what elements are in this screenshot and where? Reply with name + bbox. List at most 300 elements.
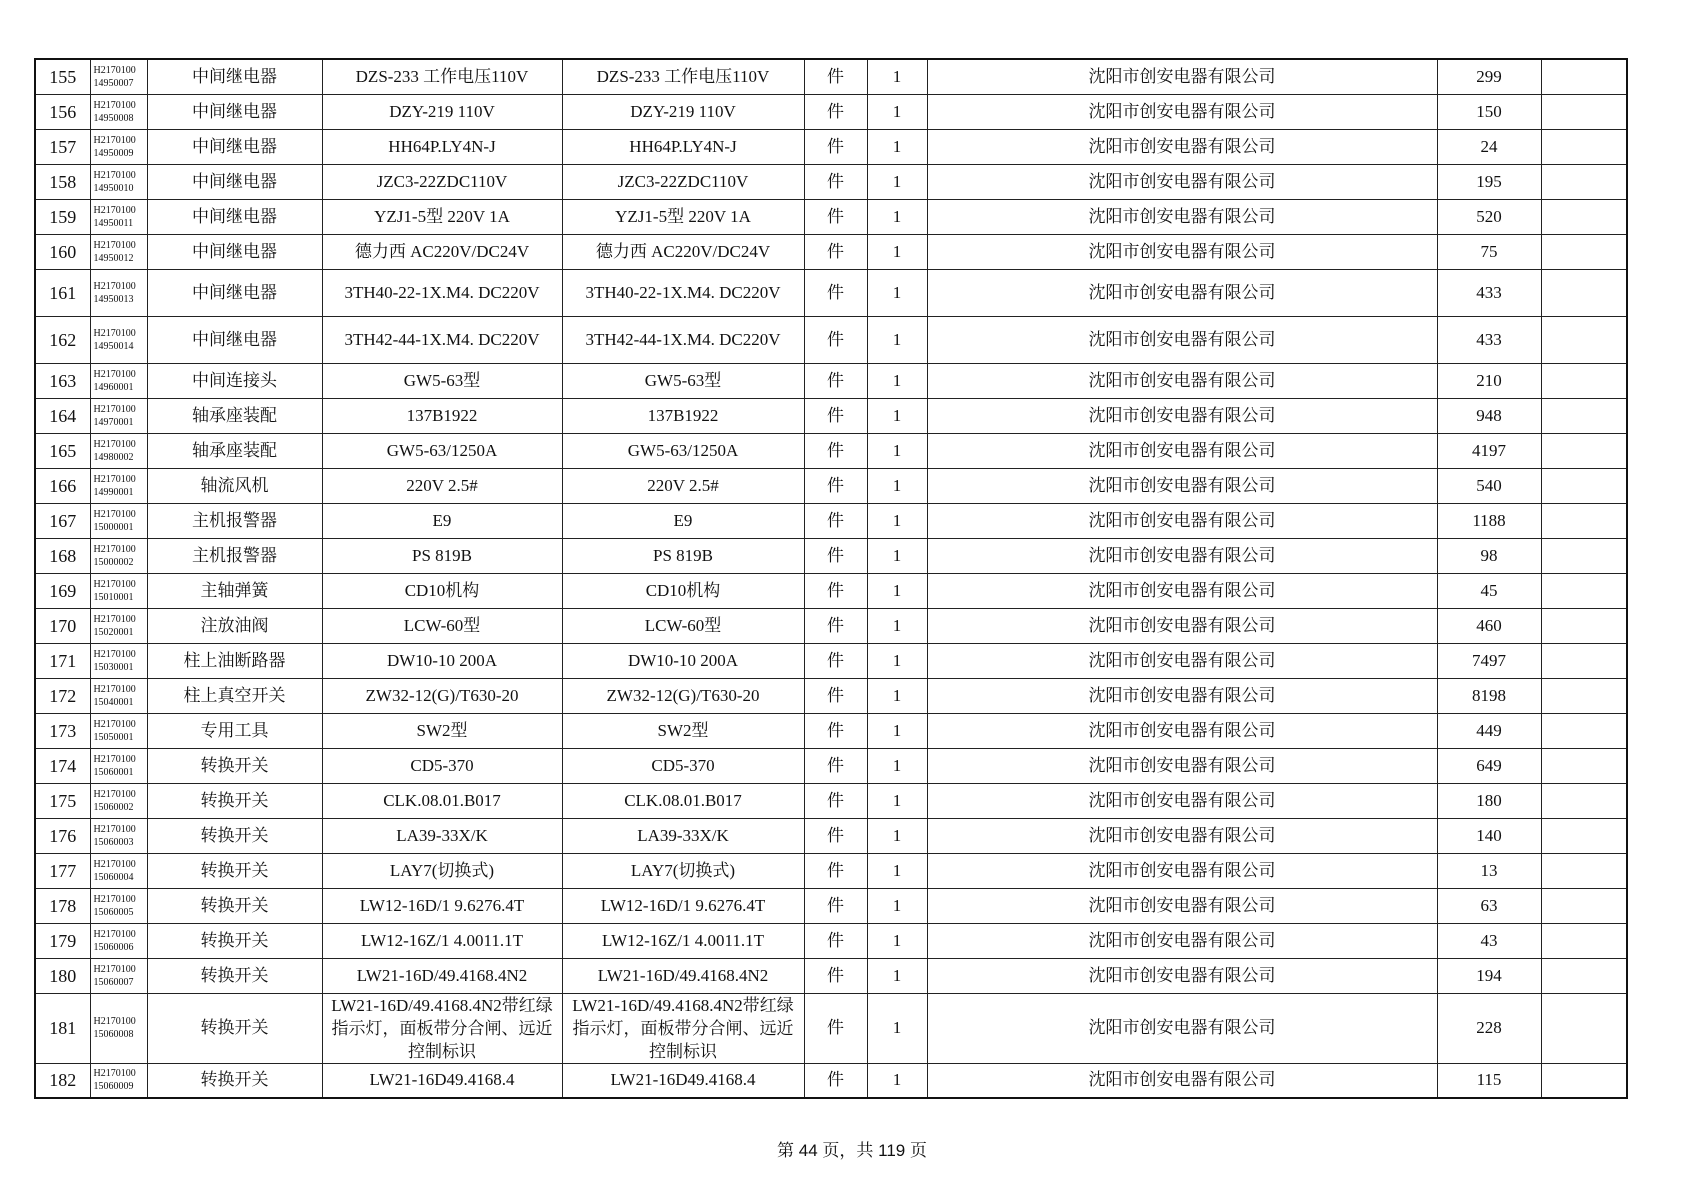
cell-item-code: H2170100 14960001	[90, 363, 147, 398]
cell-row-number: 181	[35, 993, 90, 1063]
cell-supplier: 沈阳市创安电器有限公司	[927, 783, 1437, 818]
cell-item-code: H2170100 15020001	[90, 608, 147, 643]
cell-supplier: 沈阳市创安电器有限公司	[927, 643, 1437, 678]
cell-remark	[1541, 888, 1627, 923]
cell-unit: 件	[804, 573, 867, 608]
cell-row-number: 172	[35, 678, 90, 713]
cell-quantity: 1	[867, 199, 927, 234]
cell-row-number: 178	[35, 888, 90, 923]
cell-quantity: 1	[867, 468, 927, 503]
cell-quantity: 1	[867, 678, 927, 713]
cell-price: 24	[1437, 129, 1541, 164]
cell-spec: HH64P.LY4N-J	[322, 129, 562, 164]
cell-item-name: 转换开关	[147, 923, 322, 958]
cell-model: LW12-16Z/1 4.0011.1T	[562, 923, 804, 958]
cell-remark	[1541, 1063, 1627, 1098]
cell-quantity: 1	[867, 853, 927, 888]
cell-spec: CD10机构	[322, 573, 562, 608]
cell-price: 433	[1437, 316, 1541, 363]
cell-price: 460	[1437, 608, 1541, 643]
cell-unit: 件	[804, 783, 867, 818]
cell-item-code: H2170100 14950012	[90, 234, 147, 269]
cell-unit: 件	[804, 713, 867, 748]
cell-price: 195	[1437, 164, 1541, 199]
cell-quantity: 1	[867, 59, 927, 94]
cell-model: GW5-63/1250A	[562, 433, 804, 468]
cell-model: LAY7(切换式)	[562, 853, 804, 888]
cell-unit: 件	[804, 853, 867, 888]
cell-unit: 件	[804, 538, 867, 573]
cell-unit: 件	[804, 94, 867, 129]
cell-row-number: 182	[35, 1063, 90, 1098]
cell-quantity: 1	[867, 748, 927, 783]
cell-price: 98	[1437, 538, 1541, 573]
cell-item-code: H2170100 15060005	[90, 888, 147, 923]
cell-model: 220V 2.5#	[562, 468, 804, 503]
cell-spec: E9	[322, 503, 562, 538]
cell-quantity: 1	[867, 234, 927, 269]
cell-price: 180	[1437, 783, 1541, 818]
cell-model: LW21-16D49.4168.4	[562, 1063, 804, 1098]
cell-remark	[1541, 678, 1627, 713]
cell-supplier: 沈阳市创安电器有限公司	[927, 468, 1437, 503]
cell-spec: LW21-16D/49.4168.4N2	[322, 958, 562, 993]
cell-item-name: 主机报警器	[147, 503, 322, 538]
cell-row-number: 168	[35, 538, 90, 573]
page-footer: 第 44 页，共 119 页	[777, 1141, 927, 1160]
cell-item-name: 主轴弹簧	[147, 573, 322, 608]
cell-quantity: 1	[867, 363, 927, 398]
cell-spec: LA39-33X/K	[322, 818, 562, 853]
cell-quantity: 1	[867, 818, 927, 853]
cell-item-name: 转换开关	[147, 853, 322, 888]
cell-remark	[1541, 129, 1627, 164]
cell-unit: 件	[804, 59, 867, 94]
cell-row-number: 173	[35, 713, 90, 748]
cell-item-code: H2170100 14950010	[90, 164, 147, 199]
cell-model: E9	[562, 503, 804, 538]
cell-row-number: 157	[35, 129, 90, 164]
cell-row-number: 161	[35, 269, 90, 316]
cell-item-code: H2170100 15050001	[90, 713, 147, 748]
cell-model: 137B1922	[562, 398, 804, 433]
cell-quantity: 1	[867, 923, 927, 958]
cell-unit: 件	[804, 1063, 867, 1098]
cell-spec: YZJ1-5型 220V 1A	[322, 199, 562, 234]
cell-spec: GW5-63型	[322, 363, 562, 398]
table-row	[35, 923, 1627, 958]
cell-model: HH64P.LY4N-J	[562, 129, 804, 164]
cell-unit: 件	[804, 678, 867, 713]
table-row	[35, 234, 1627, 269]
cell-item-code: H2170100 14950007	[90, 59, 147, 94]
table-row	[35, 433, 1627, 468]
cell-spec: LAY7(切换式)	[322, 853, 562, 888]
cell-unit: 件	[804, 958, 867, 993]
table-row	[35, 643, 1627, 678]
table-row	[35, 199, 1627, 234]
table-row	[35, 783, 1627, 818]
cell-remark	[1541, 199, 1627, 234]
cell-item-name: 转换开关	[147, 958, 322, 993]
cell-model: LA39-33X/K	[562, 818, 804, 853]
cell-supplier: 沈阳市创安电器有限公司	[927, 958, 1437, 993]
cell-spec: ZW32-12(G)/T630-20	[322, 678, 562, 713]
cell-model: JZC3-22ZDC110V	[562, 164, 804, 199]
cell-item-code: H2170100 15000001	[90, 503, 147, 538]
cell-supplier: 沈阳市创安电器有限公司	[927, 398, 1437, 433]
cell-item-name: 中间继电器	[147, 59, 322, 94]
cell-item-code: H2170100 14950014	[90, 316, 147, 363]
cell-item-code: H2170100 14950009	[90, 129, 147, 164]
table-row	[35, 316, 1627, 363]
cell-price: 4197	[1437, 433, 1541, 468]
cell-item-code: H2170100 15010001	[90, 573, 147, 608]
cell-item-code: H2170100 14970001	[90, 398, 147, 433]
cell-quantity: 1	[867, 164, 927, 199]
cell-model: CD10机构	[562, 573, 804, 608]
table-row	[35, 164, 1627, 199]
cell-model: 3TH40-22-1X.M4. DC220V	[562, 269, 804, 316]
cell-model: LCW-60型	[562, 608, 804, 643]
cell-price: 8198	[1437, 678, 1541, 713]
cell-unit: 件	[804, 433, 867, 468]
cell-spec: 137B1922	[322, 398, 562, 433]
table-row	[35, 269, 1627, 316]
table-row	[35, 748, 1627, 783]
table-row	[35, 678, 1627, 713]
table-row	[35, 573, 1627, 608]
cell-unit: 件	[804, 129, 867, 164]
cell-quantity: 1	[867, 538, 927, 573]
cell-supplier: 沈阳市创安电器有限公司	[927, 818, 1437, 853]
cell-unit: 件	[804, 199, 867, 234]
cell-model: ZW32-12(G)/T630-20	[562, 678, 804, 713]
cell-quantity: 1	[867, 503, 927, 538]
cell-item-code: H2170100 14950008	[90, 94, 147, 129]
cell-unit: 件	[804, 316, 867, 363]
cell-row-number: 164	[35, 398, 90, 433]
cell-price: 43	[1437, 923, 1541, 958]
cell-price: 115	[1437, 1063, 1541, 1098]
cell-quantity: 1	[867, 1063, 927, 1098]
cell-supplier: 沈阳市创安电器有限公司	[927, 234, 1437, 269]
cell-quantity: 1	[867, 316, 927, 363]
cell-item-name: 中间继电器	[147, 94, 322, 129]
cell-row-number: 156	[35, 94, 90, 129]
cell-remark	[1541, 538, 1627, 573]
cell-row-number: 175	[35, 783, 90, 818]
cell-price: 948	[1437, 398, 1541, 433]
cell-item-name: 轴承座装配	[147, 398, 322, 433]
cell-price: 140	[1437, 818, 1541, 853]
table-row	[35, 503, 1627, 538]
cell-quantity: 1	[867, 269, 927, 316]
cell-unit: 件	[804, 923, 867, 958]
cell-item-name: 柱上油断路器	[147, 643, 322, 678]
cell-spec: DZS-233 工作电压110V	[322, 59, 562, 94]
cell-remark	[1541, 234, 1627, 269]
cell-unit: 件	[804, 398, 867, 433]
table-row	[35, 94, 1627, 129]
cell-row-number: 166	[35, 468, 90, 503]
cell-quantity: 1	[867, 94, 927, 129]
cell-spec: JZC3-22ZDC110V	[322, 164, 562, 199]
cell-model: LW21-16D/49.4168.4N2	[562, 958, 804, 993]
cell-price: 433	[1437, 269, 1541, 316]
cell-supplier: 沈阳市创安电器有限公司	[927, 199, 1437, 234]
cell-quantity: 1	[867, 713, 927, 748]
cell-unit: 件	[804, 468, 867, 503]
cell-quantity: 1	[867, 129, 927, 164]
cell-row-number: 167	[35, 503, 90, 538]
cell-spec: LW12-16Z/1 4.0011.1T	[322, 923, 562, 958]
cell-spec: 3TH42-44-1X.M4. DC220V	[322, 316, 562, 363]
cell-remark	[1541, 59, 1627, 94]
cell-price: 299	[1437, 59, 1541, 94]
cell-remark	[1541, 713, 1627, 748]
cell-quantity: 1	[867, 398, 927, 433]
cell-supplier: 沈阳市创安电器有限公司	[927, 94, 1437, 129]
cell-spec: LW21-16D/49.4168.4N2带红绿指示灯，面板带分合闸、远近控制标识	[322, 993, 562, 1063]
cell-spec: LW12-16D/1 9.6276.4T	[322, 888, 562, 923]
cell-item-name: 转换开关	[147, 1063, 322, 1098]
cell-remark	[1541, 433, 1627, 468]
table-row	[35, 608, 1627, 643]
cell-row-number: 176	[35, 818, 90, 853]
cell-supplier: 沈阳市创安电器有限公司	[927, 573, 1437, 608]
cell-spec: PS 819B	[322, 538, 562, 573]
cell-model: LW12-16D/1 9.6276.4T	[562, 888, 804, 923]
cell-unit: 件	[804, 164, 867, 199]
cell-supplier: 沈阳市创安电器有限公司	[927, 1063, 1437, 1098]
cell-price: 7497	[1437, 643, 1541, 678]
cell-model: CD5-370	[562, 748, 804, 783]
cell-quantity: 1	[867, 958, 927, 993]
cell-price: 75	[1437, 234, 1541, 269]
cell-item-code: H2170100 15030001	[90, 643, 147, 678]
cell-row-number: 162	[35, 316, 90, 363]
cell-remark	[1541, 993, 1627, 1063]
cell-supplier: 沈阳市创安电器有限公司	[927, 993, 1437, 1063]
cell-spec: GW5-63/1250A	[322, 433, 562, 468]
table-row	[35, 818, 1627, 853]
cell-supplier: 沈阳市创安电器有限公司	[927, 888, 1437, 923]
cell-item-code: H2170100 15060009	[90, 1063, 147, 1098]
cell-quantity: 1	[867, 993, 927, 1063]
cell-remark	[1541, 94, 1627, 129]
table-row	[35, 853, 1627, 888]
table-body	[35, 59, 1627, 1098]
cell-price: 194	[1437, 958, 1541, 993]
cell-unit: 件	[804, 993, 867, 1063]
cell-item-code: H2170100 14990001	[90, 468, 147, 503]
cell-row-number: 159	[35, 199, 90, 234]
cell-item-code: H2170100 15060007	[90, 958, 147, 993]
cell-spec: DW10-10 200A	[322, 643, 562, 678]
cell-quantity: 1	[867, 573, 927, 608]
cell-unit: 件	[804, 643, 867, 678]
cell-row-number: 180	[35, 958, 90, 993]
cell-remark	[1541, 269, 1627, 316]
cell-supplier: 沈阳市创安电器有限公司	[927, 433, 1437, 468]
cell-item-code: H2170100 15060006	[90, 923, 147, 958]
cell-row-number: 155	[35, 59, 90, 94]
cell-item-name: 柱上真空开关	[147, 678, 322, 713]
cell-model: CLK.08.01.B017	[562, 783, 804, 818]
cell-supplier: 沈阳市创安电器有限公司	[927, 59, 1437, 94]
cell-remark	[1541, 316, 1627, 363]
parts-table	[34, 58, 1628, 1099]
cell-remark	[1541, 783, 1627, 818]
table-row	[35, 958, 1627, 993]
table-row	[35, 129, 1627, 164]
cell-row-number: 163	[35, 363, 90, 398]
cell-remark	[1541, 923, 1627, 958]
cell-unit: 件	[804, 234, 867, 269]
cell-supplier: 沈阳市创安电器有限公司	[927, 503, 1437, 538]
cell-spec: 220V 2.5#	[322, 468, 562, 503]
cell-supplier: 沈阳市创安电器有限公司	[927, 363, 1437, 398]
cell-supplier: 沈阳市创安电器有限公司	[927, 923, 1437, 958]
cell-remark	[1541, 958, 1627, 993]
cell-price: 228	[1437, 993, 1541, 1063]
cell-model: SW2型	[562, 713, 804, 748]
cell-model: DZY-219 110V	[562, 94, 804, 129]
table-row	[35, 468, 1627, 503]
cell-quantity: 1	[867, 608, 927, 643]
cell-supplier: 沈阳市创安电器有限公司	[927, 713, 1437, 748]
cell-remark	[1541, 363, 1627, 398]
table-row	[35, 538, 1627, 573]
cell-spec: 德力西 AC220V/DC24V	[322, 234, 562, 269]
cell-model: DZS-233 工作电压110V	[562, 59, 804, 94]
cell-item-name: 转换开关	[147, 748, 322, 783]
cell-quantity: 1	[867, 433, 927, 468]
cell-supplier: 沈阳市创安电器有限公司	[927, 608, 1437, 643]
cell-item-name: 专用工具	[147, 713, 322, 748]
cell-remark	[1541, 573, 1627, 608]
cell-item-name: 中间继电器	[147, 164, 322, 199]
cell-price: 649	[1437, 748, 1541, 783]
cell-remark	[1541, 643, 1627, 678]
cell-remark	[1541, 853, 1627, 888]
cell-unit: 件	[804, 748, 867, 783]
cell-price: 13	[1437, 853, 1541, 888]
cell-item-code: H2170100 15060003	[90, 818, 147, 853]
cell-price: 210	[1437, 363, 1541, 398]
cell-unit: 件	[804, 608, 867, 643]
cell-item-code: H2170100 14950011	[90, 199, 147, 234]
cell-price: 449	[1437, 713, 1541, 748]
cell-row-number: 170	[35, 608, 90, 643]
cell-supplier: 沈阳市创安电器有限公司	[927, 538, 1437, 573]
cell-supplier: 沈阳市创安电器有限公司	[927, 678, 1437, 713]
cell-unit: 件	[804, 503, 867, 538]
cell-model: PS 819B	[562, 538, 804, 573]
table-row	[35, 993, 1627, 1063]
cell-item-name: 中间继电器	[147, 269, 322, 316]
cell-item-name: 中间继电器	[147, 129, 322, 164]
cell-model: 3TH42-44-1X.M4. DC220V	[562, 316, 804, 363]
cell-item-code: H2170100 15000002	[90, 538, 147, 573]
cell-item-code: H2170100 15060002	[90, 783, 147, 818]
cell-unit: 件	[804, 818, 867, 853]
cell-unit: 件	[804, 363, 867, 398]
table-row	[35, 713, 1627, 748]
cell-item-code: H2170100 15060008	[90, 993, 147, 1063]
cell-model: GW5-63型	[562, 363, 804, 398]
cell-row-number: 171	[35, 643, 90, 678]
cell-spec: LW21-16D49.4168.4	[322, 1063, 562, 1098]
cell-item-name: 中间继电器	[147, 234, 322, 269]
cell-item-code: H2170100 14980002	[90, 433, 147, 468]
cell-remark	[1541, 468, 1627, 503]
cell-supplier: 沈阳市创安电器有限公司	[927, 129, 1437, 164]
cell-item-code: H2170100 14950013	[90, 269, 147, 316]
cell-remark	[1541, 503, 1627, 538]
cell-price: 520	[1437, 199, 1541, 234]
cell-row-number: 165	[35, 433, 90, 468]
cell-quantity: 1	[867, 783, 927, 818]
cell-item-code: H2170100 15060001	[90, 748, 147, 783]
cell-item-code: H2170100 15040001	[90, 678, 147, 713]
cell-spec: CLK.08.01.B017	[322, 783, 562, 818]
cell-remark	[1541, 608, 1627, 643]
cell-model: YZJ1-5型 220V 1A	[562, 199, 804, 234]
cell-item-name: 主机报警器	[147, 538, 322, 573]
cell-item-name: 轴承座装配	[147, 433, 322, 468]
cell-spec: CD5-370	[322, 748, 562, 783]
cell-remark	[1541, 398, 1627, 433]
cell-row-number: 169	[35, 573, 90, 608]
cell-item-code: H2170100 15060004	[90, 853, 147, 888]
cell-remark	[1541, 164, 1627, 199]
cell-price: 63	[1437, 888, 1541, 923]
cell-row-number: 177	[35, 853, 90, 888]
cell-row-number: 160	[35, 234, 90, 269]
cell-supplier: 沈阳市创安电器有限公司	[927, 316, 1437, 363]
cell-unit: 件	[804, 888, 867, 923]
cell-price: 540	[1437, 468, 1541, 503]
cell-remark	[1541, 818, 1627, 853]
cell-remark	[1541, 748, 1627, 783]
cell-item-name: 中间继电器	[147, 199, 322, 234]
cell-item-name: 轴流风机	[147, 468, 322, 503]
cell-item-name: 转换开关	[147, 888, 322, 923]
cell-price: 1188	[1437, 503, 1541, 538]
cell-item-name: 中间连接头	[147, 363, 322, 398]
cell-item-name: 转换开关	[147, 818, 322, 853]
cell-quantity: 1	[867, 643, 927, 678]
table-row	[35, 398, 1627, 433]
cell-model: 德力西 AC220V/DC24V	[562, 234, 804, 269]
cell-item-name: 转换开关	[147, 993, 322, 1063]
table-row	[35, 1063, 1627, 1098]
cell-supplier: 沈阳市创安电器有限公司	[927, 269, 1437, 316]
cell-row-number: 174	[35, 748, 90, 783]
table-row	[35, 59, 1627, 94]
table-row	[35, 363, 1627, 398]
cell-spec: LCW-60型	[322, 608, 562, 643]
cell-model: LW21-16D/49.4168.4N2带红绿指示灯，面板带分合闸、远近控制标识	[562, 993, 804, 1063]
cell-item-name: 转换开关	[147, 783, 322, 818]
cell-price: 150	[1437, 94, 1541, 129]
cell-quantity: 1	[867, 888, 927, 923]
cell-item-name: 中间继电器	[147, 316, 322, 363]
cell-row-number: 158	[35, 164, 90, 199]
cell-spec: 3TH40-22-1X.M4. DC220V	[322, 269, 562, 316]
